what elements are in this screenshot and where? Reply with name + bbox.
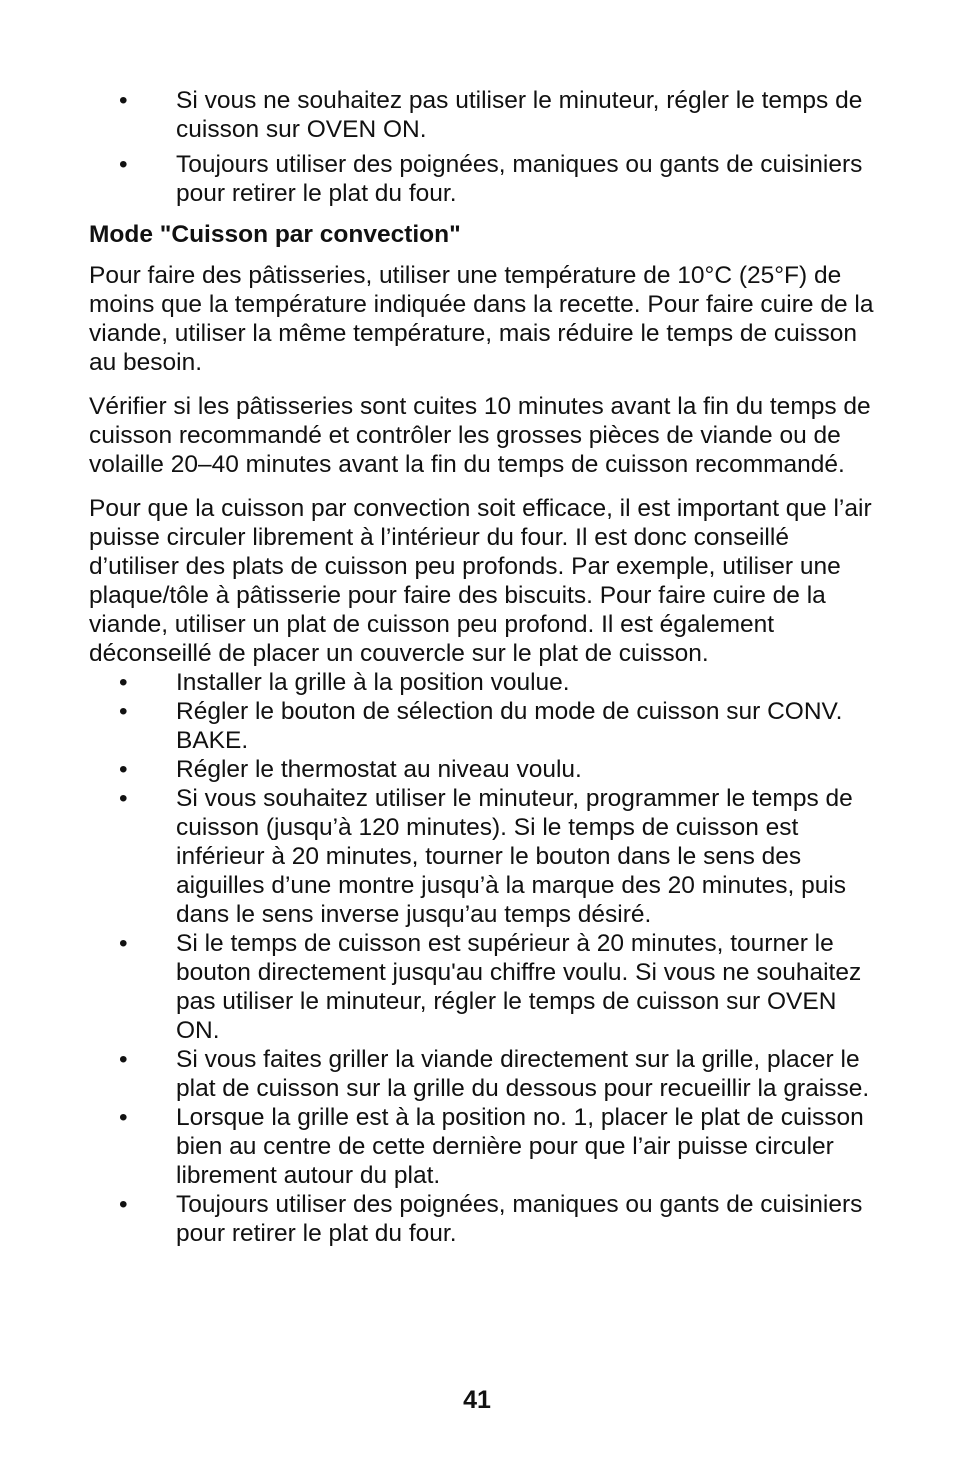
bullet-icon: • [119,1046,128,1073]
list-item [89,697,879,755]
list-item-text: Si vous ne souhaitez pas utiliser le minuteur, régler le temps de cuisson sur OVEN ON. [176,87,863,143]
page-number: 41 [463,1386,491,1414]
top-bullet-list [89,86,879,208]
list-item-text: Si le temps de cuisson est supérieur à 20 minutes, tourner le bouton directement jusqu'au chiffre voulu. Si vous ne souhaitez pas utiliser le minuteur, régler le temps de cuisson sur OVEN ON. [176,930,862,1044]
list-item-text: Installer la grille à la position voulue. [176,669,570,696]
list-item [89,1103,879,1190]
list-item-text: Toujours utiliser des poignées, maniques ou gants de cuisiniers pour retirer le plat du four. [176,151,863,207]
section-heading: Mode "Cuisson par convection" [89,221,461,248]
bullet-icon: • [119,698,128,725]
bullet-icon: • [119,785,128,812]
list-item-text: Régler le thermostat au niveau voulu. [176,756,582,783]
list-item-text: Régler le bouton de sélection du mode de cuisson sur CONV. BAKE. [176,698,843,754]
list-item [89,150,879,208]
bullet-icon: • [119,1104,128,1131]
list-item-text: Toujours utiliser des poignées, maniques ou gants de cuisiniers pour retirer le plat du four. [176,1191,863,1247]
document-page [89,86,879,1248]
list-item-text: Si vous souhaitez utiliser le minuteur, programmer le temps de cuisson (jusqu’à 120 minutes). Si le temps de cuisson est inférieur à 20 minutes, tourner le bouton dans le sens des aiguilles d’une montre jusqu’à la marque des 20 minutes, puis dans le sens inverse jusqu’au temps désiré. [176,785,853,928]
list-item [89,929,879,1045]
list-item [89,668,879,697]
list-item [89,755,879,784]
list-item [89,1045,879,1103]
list-item [89,86,879,144]
bottom-bullet-list [89,668,879,1248]
list-item-text: Si vous faites griller la viande directement sur la grille, placer le plat de cuisson sur la grille du dessous pour recueillir la graisse. [176,1046,870,1102]
bullet-icon: • [119,669,128,696]
paragraph: Pour faire des pâtisseries, utiliser une température de 10°C (25°F) de moins que la température indiquée dans la recette. Pour faire cuire de la viande, utiliser la même température, mais réduire le temps de cuisson au besoin. [89,262,874,376]
list-item-text: Lorsque la grille est à la position no. 1, placer le plat de cuisson bien au centre de cette dernière pour que l’air puisse circuler librement autour du plat. [176,1104,864,1189]
bullet-icon: • [119,151,128,178]
list-item [89,784,879,929]
bullet-icon: • [119,930,128,957]
bullet-icon: • [119,87,128,114]
paragraph: Pour que la cuisson par convection soit efficace, il est important que l’air puisse circuler librement à l’intérieur du four. Il est donc conseillé d’utiliser des plats de cuisson peu profonds. Par exemple, utiliser une plaque/tôle à pâtisserie pour faire des biscuits. Pour faire cuire de la viande, utiliser un plat de cuisson peu profond. Il est également déconseillé de placer un couvercle sur le plat de cuisson. [89,495,872,667]
paragraph: Vérifier si les pâtisseries sont cuites 10 minutes avant la fin du temps de cuisson recommandé et contrôler les grosses pièces de viande ou de volaille 20–40 minutes avant la fin du temps de cuisson recommandé. [89,393,871,478]
bullet-icon: • [119,1191,128,1218]
bullet-icon: • [119,756,128,783]
list-item [89,1190,879,1248]
